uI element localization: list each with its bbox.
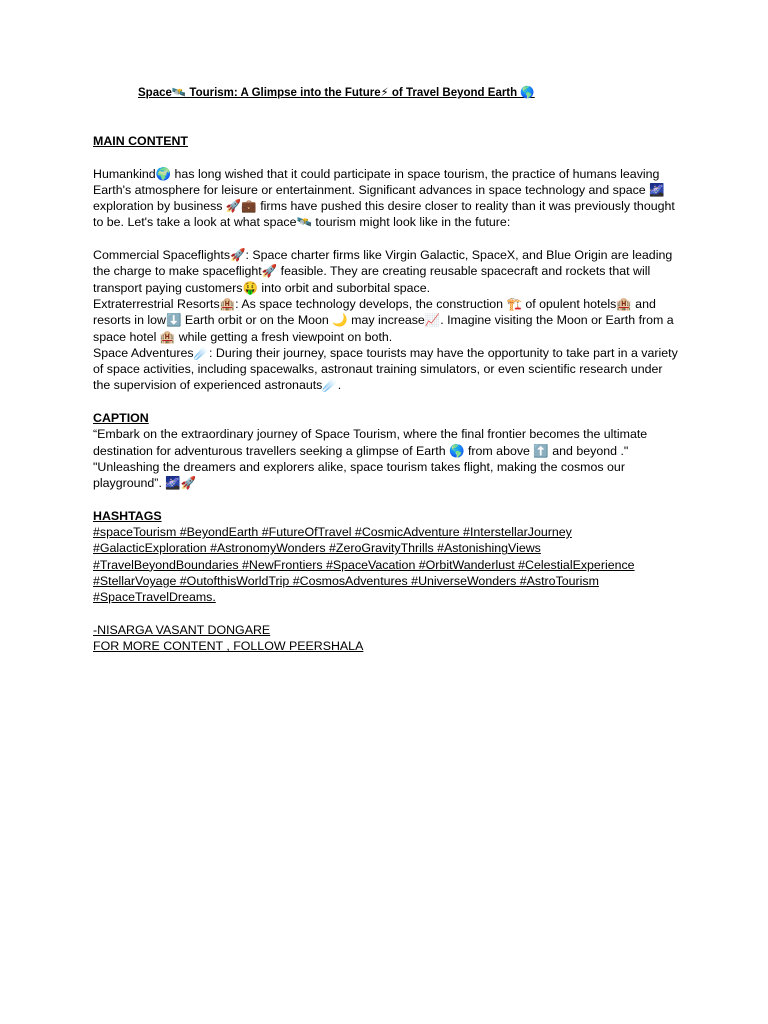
- follow-line: FOR MORE CONTENT , FOLLOW PEERSHALA: [93, 639, 364, 654]
- spacer: [93, 394, 683, 410]
- commercial-spaceflights-paragraph: Commercial Spaceflights🚀: Space charter firms like Virgin Galactic, SpaceX, and Blue Origin are leading the charge to make spaceflight🚀 feasible. They are creating reusable spacecraft and rockets that will transport paying customers🤑 into orbit and suborbital space.: [93, 248, 673, 295]
- extraterrestrial-resorts-paragraph: Extraterrestrial Resorts🏨: As space technology develops, the construction 🏗️ of opulent hotels🏨 and resorts in low⬇️ Earth orbit or on the Moon 🌙 may increase📈. Imagine visiting the Moon or Earth from a space hotel 🏨 while getting a fresh viewpoint on both.: [93, 296, 674, 344]
- caption-text: “Embark on the extraordinary journey of Space Tourism, where the final frontier becomes the ultimate destination for adventurous travellers seeking a glimpse of Earth 🌎 from above ⬆️ and beyond ." "Unleashing the dreamers and explorers alike, space tourism takes flight, making the cosmos our playground”. 🌌🚀: [93, 427, 648, 491]
- document-body: [93, 133, 683, 655]
- main-content-heading: MAIN CONTENT: [93, 134, 188, 148]
- spacer: [93, 149, 683, 165]
- space-adventures-paragraph: Space Adventures☄️: During their journey, space tourists may have the opportunity to take part in a variety of space activities, including spacewalks, astronaut training simulators, or even scientific research under the supervision of experienced astronauts☄️.: [93, 345, 678, 393]
- intro-paragraph: Humankind🌍 has long wished that it could participate in space tourism, the practice of humans leaving Earth's atmosphere for leisure or entertainment. Significant advances in space technology and space 🌌exploration by business 🚀💼 firms have pushed this desire closer to reality than it was previously thought to be. Let's take a look at what space🛰️ tourism might look like in the future:: [93, 166, 675, 230]
- hashtags-heading: HASHTAGS: [93, 508, 162, 523]
- spacer: [93, 231, 683, 247]
- document-title: Space🛰️ Tourism: A Glimpse into the Future⚡ of Travel Beyond Earth 🌎: [138, 87, 535, 99]
- author-line: -NISARGA VASANT DONGARE: [93, 622, 271, 637]
- caption-heading: CAPTION: [93, 411, 149, 426]
- spacer: [93, 606, 683, 622]
- spacer: [93, 492, 683, 508]
- hashtags-text: #spaceTourism #BeyondEarth #FutureOfTravel #CosmicAdventure #InterstellarJourney #GalacticExploration #AstronomyWonders #ZeroGravityThrills #AstonishingViews #TravelBeyondBoundaries #NewFrontiers #SpaceVacation #OrbitWanderlust #CelestialExperience #StellarVoyage #OutofthisWorldTrip #CosmosAdventures #UniverseWonders #AstroTourism #SpaceTravelDreams.: [93, 525, 635, 605]
